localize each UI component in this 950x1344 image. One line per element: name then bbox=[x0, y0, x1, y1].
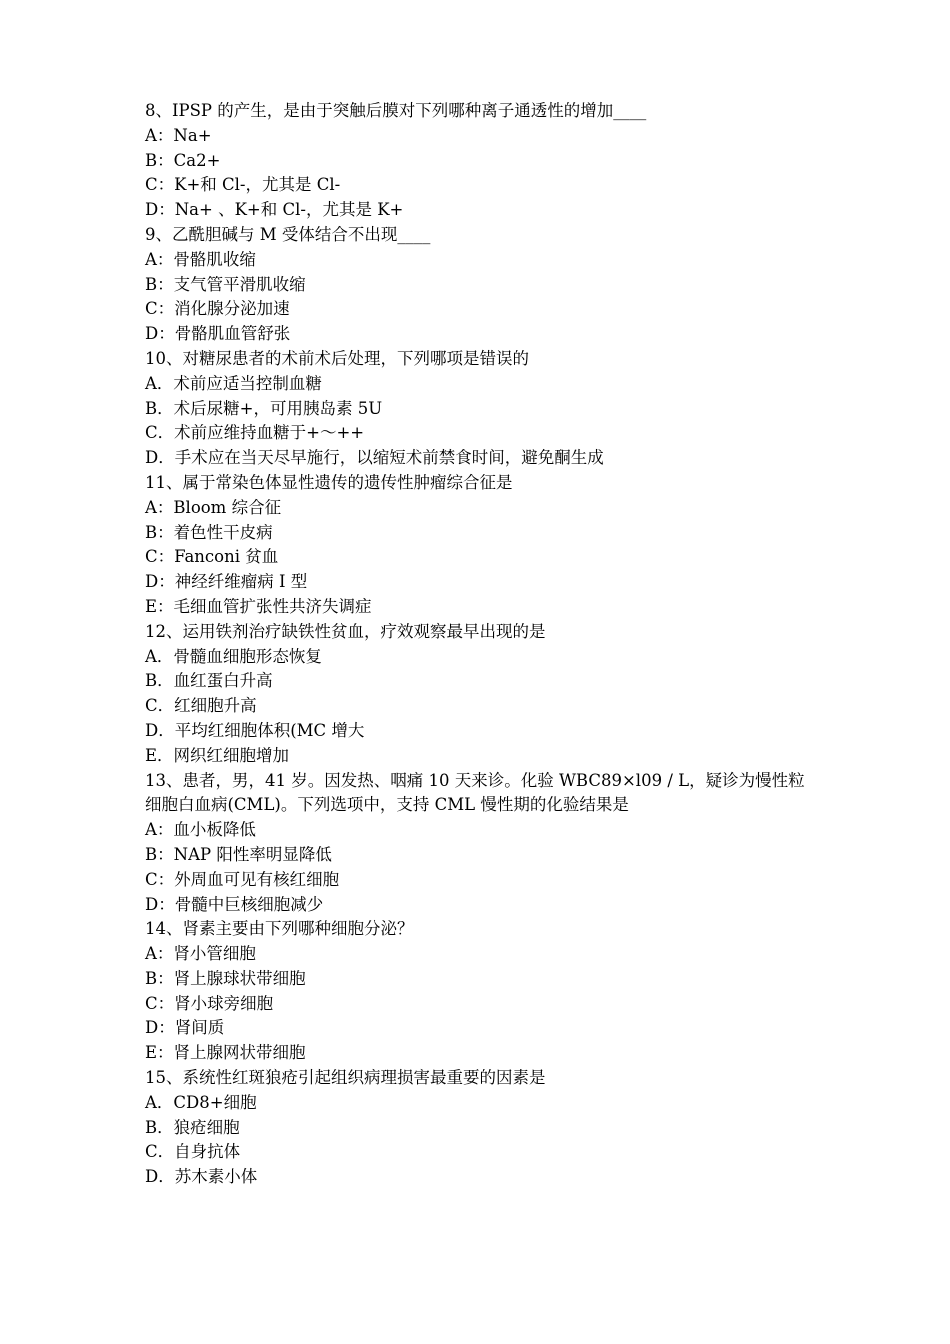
option-d: D．苏木素小体 bbox=[145, 1167, 258, 1187]
question-11 bbox=[145, 471, 815, 620]
question-text: 9、乙酰胆碱与 M 受体结合不出现____ bbox=[145, 224, 431, 244]
option-d: D：Na+ 、K+和 Cl-，尤其是 K+ bbox=[145, 200, 404, 220]
question-13 bbox=[145, 769, 815, 918]
option-b: B．狼疮细胞 bbox=[145, 1117, 240, 1137]
option-a: A：骨骼肌收缩 bbox=[145, 249, 256, 269]
option-b: B．术后尿糖+，可用胰岛素 5U bbox=[145, 398, 383, 418]
question-text: 12、运用铁剂治疗缺铁性贫血，疗效观察最早出现的是 bbox=[145, 621, 546, 641]
option-a: A：肾小管细胞 bbox=[145, 944, 256, 964]
option-c: C：外周血可见有核红细胞 bbox=[145, 869, 340, 889]
option-c: C：肾小球旁细胞 bbox=[145, 993, 274, 1013]
option-c: C：K+和 Cl-，尤其是 Cl- bbox=[145, 175, 341, 195]
option-c: C．自身抗体 bbox=[145, 1142, 241, 1162]
option-b: B：着色性干皮病 bbox=[145, 522, 273, 542]
option-e: E：肾上腺网状带细胞 bbox=[145, 1043, 306, 1063]
option-a: A．CD8+细胞 bbox=[145, 1092, 257, 1112]
question-10 bbox=[145, 347, 815, 471]
option-b: B：Ca2+ bbox=[145, 150, 221, 170]
option-d: D：神经纤维瘤病 I 型 bbox=[145, 572, 308, 592]
question-text: 13、患者，男，41 岁。因发热、咽痛 10 天来诊。化验 WBC89×l09 / L，疑诊为慢性粒细胞白血病(CML)。下列选项中，支持 CML 慢性期的化验结果是 bbox=[145, 770, 805, 815]
option-d: D：骨髓中巨核细胞减少 bbox=[145, 894, 324, 914]
option-d: D．平均红细胞体积(MC 增大 bbox=[145, 720, 365, 740]
option-e: E：毛细血管扩张性共济失调症 bbox=[145, 596, 372, 616]
question-text: 8、IPSP 的产生，是由于突触后膜对下列哪种离子通透性的增加____ bbox=[145, 101, 647, 120]
option-b: B：NAP 阳性率明显降低 bbox=[145, 844, 332, 864]
option-c: C：消化腺分泌加速 bbox=[145, 299, 290, 319]
option-d: D．手术应在当天尽早施行，以缩短术前禁食时间，避免酮生成 bbox=[145, 448, 604, 468]
option-a: A．术前应适当控制血糖 bbox=[145, 373, 322, 393]
option-a: A：Bloom 综合征 bbox=[145, 497, 282, 517]
option-c: C．红细胞升高 bbox=[145, 696, 257, 716]
question-8 bbox=[145, 99, 815, 223]
option-d: D：骨骼肌血管舒张 bbox=[145, 324, 291, 344]
option-e: E．网织红细胞增加 bbox=[145, 745, 290, 765]
option-b: B：支气管平滑肌收缩 bbox=[145, 274, 306, 294]
question-list bbox=[145, 99, 815, 1190]
question-15 bbox=[145, 1066, 815, 1190]
option-d: D：肾间质 bbox=[145, 1018, 225, 1038]
question-text: 11、属于常染色体显性遗传的遗传性肿瘤综合征是 bbox=[145, 472, 513, 492]
question-text: 10、对糖尿患者的术前术后处理，下列哪项是错误的 bbox=[145, 348, 529, 368]
question-9 bbox=[145, 223, 815, 347]
question-text: 14、肾素主要由下列哪种细胞分泌？ bbox=[145, 919, 414, 939]
option-a: A：Na+ bbox=[145, 125, 212, 145]
option-c: C：Fanconi 贫血 bbox=[145, 547, 279, 567]
question-text: 15、系统性红斑狼疮引起组织病理损害最重要的因素是 bbox=[145, 1068, 546, 1088]
option-c: C．术前应维持血糖于+～++ bbox=[145, 423, 365, 443]
option-b: B．血红蛋白升高 bbox=[145, 671, 273, 691]
question-12 bbox=[145, 620, 815, 769]
option-b: B：肾上腺球状带细胞 bbox=[145, 968, 306, 988]
option-a: A：血小板降低 bbox=[145, 820, 256, 840]
option-a: A．骨髓血细胞形态恢复 bbox=[145, 646, 322, 666]
question-14 bbox=[145, 917, 815, 1066]
